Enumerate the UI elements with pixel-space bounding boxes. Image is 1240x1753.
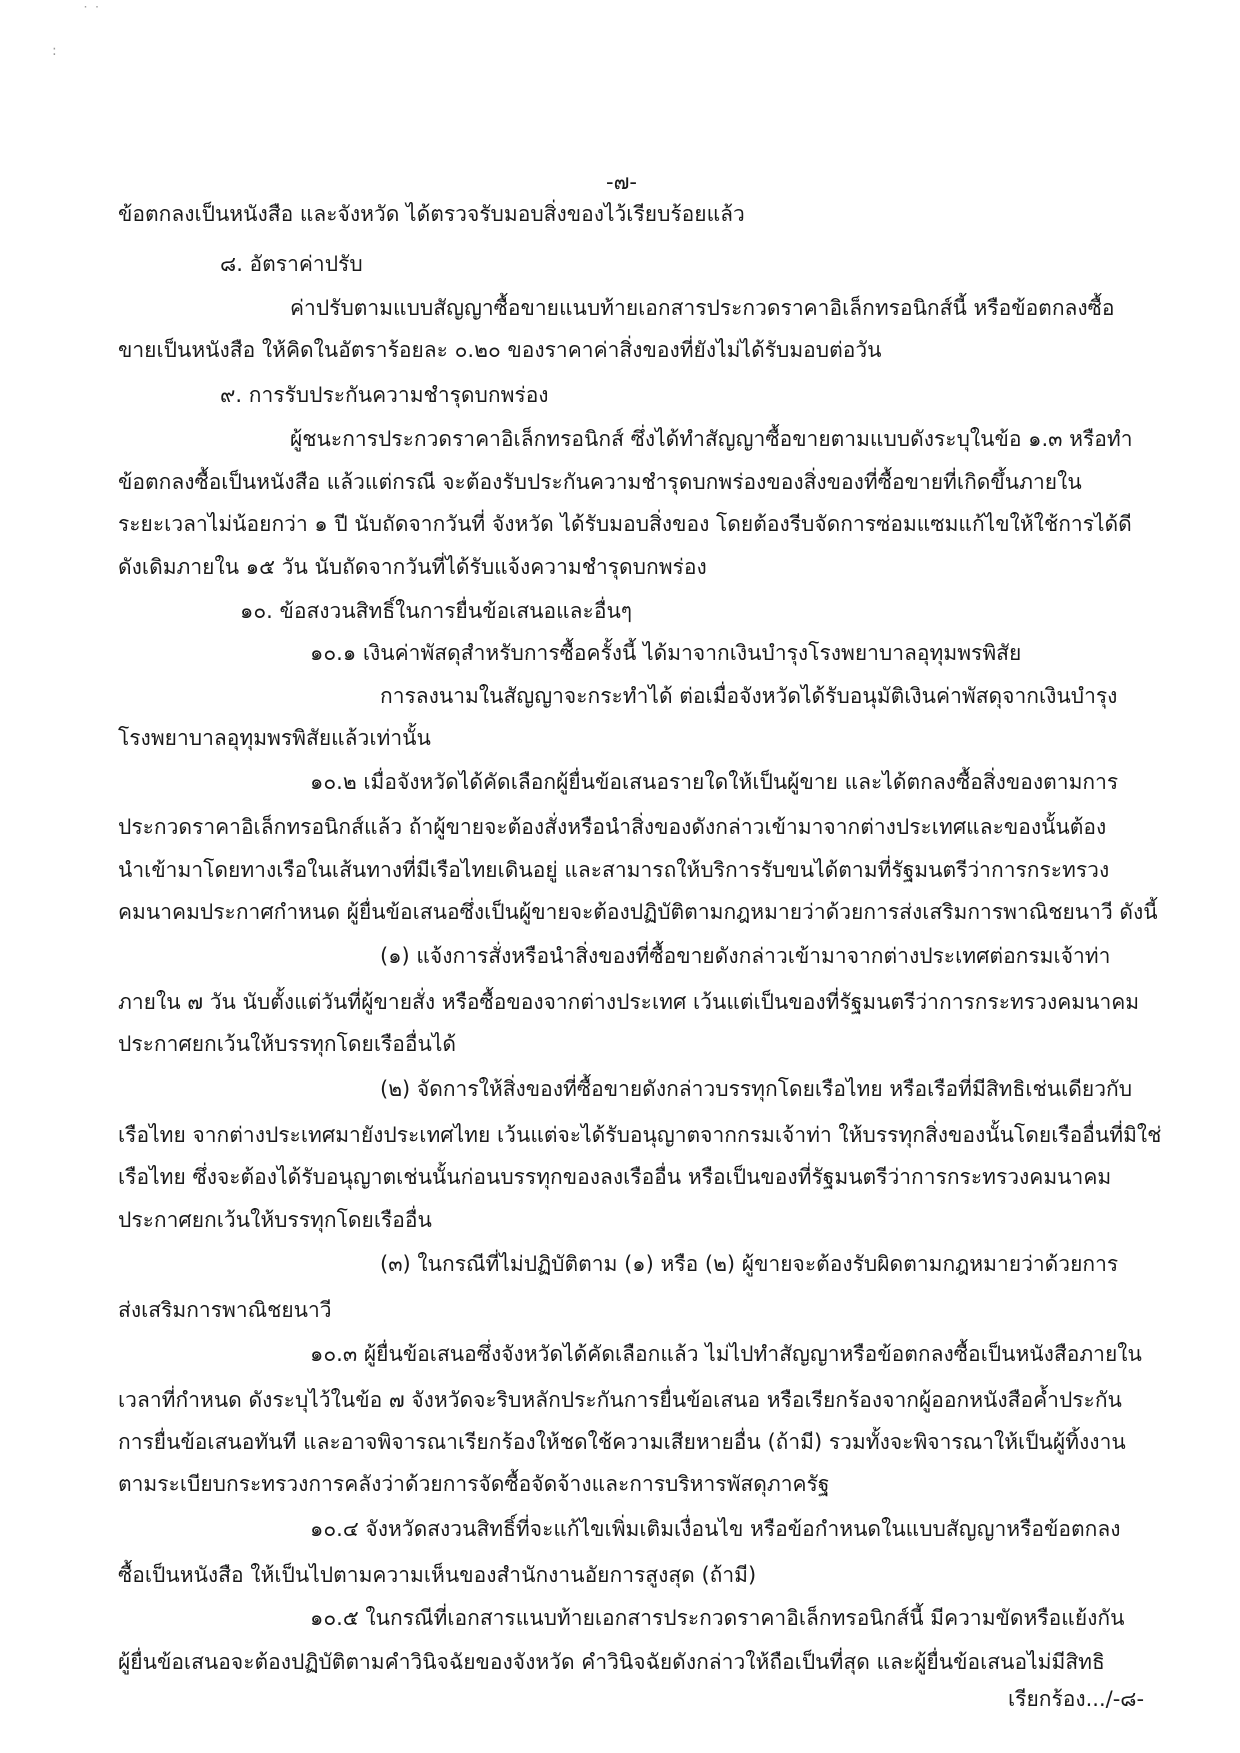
paragraph-line: การลงนามในสัญญาจะกระทำได้ ต่อเมื่อจังหวัดได้รับอนุมัติเงินค่าพัสดุจากเงินบำรุง — [380, 684, 1118, 708]
paragraph-line: ผู้ยื่นข้อเสนอจะต้องปฏิบัติตามคำวินิจฉัยของจังหวัด คำวินิจฉัยดังกล่าวให้ถือเป็นที่สุด และผู้ยื่นข้อเสนอไม่มีสิทธิ — [118, 1650, 1105, 1674]
paragraph-line: ผู้ชนะการประกวดราคาอิเล็กทรอนิกส์ ซึ่งได้ทำสัญญาซื้อขายตามแบบดังระบุในข้อ ๑.๓ หรือทำ — [290, 427, 1133, 451]
section-heading: ๙. การรับประกันความชำรุดบกพร่อง — [220, 383, 549, 407]
paragraph-line: ตามระเบียบกระทรวงการคลังว่าด้วยการจัดซื้อจัดจ้างและการบริหารพัสดุภาครัฐ — [118, 1472, 830, 1496]
page-number: -๗- — [606, 170, 637, 194]
paragraph-line: (๓) ในกรณีที่ไม่ปฏิบัติตาม (๑) หรือ (๒) ผู้ขายจะต้องรับผิดตามกฎหมายว่าด้วยการ — [380, 1252, 1119, 1276]
scan-speck: ˙ ˙ — [82, 5, 101, 21]
scan-speck: : — [52, 43, 57, 59]
paragraph-line: ข้อตกลงเป็นหนังสือ และจังหวัด ได้ตรวจรับมอบสิ่งของไว้เรียบร้อยแล้ว — [118, 202, 745, 226]
section-heading: ๑๐. ข้อสงวนสิทธิ์ในการยื่นข้อเสนอและอื่นๆ — [240, 599, 633, 623]
paragraph-line: เรือไทย ซึ่งจะต้องได้รับอนุญาตเช่นนั้นก่อนบรรทุกของลงเรืออื่น หรือเป็นของที่รัฐมนตรีว่าการกระทรวงคมนาคม — [118, 1165, 1112, 1189]
paragraph-line: ข้อตกลงซื้อเป็นหนังสือ แล้วแต่กรณี จะต้องรับประกันความชำรุดบกพร่องของสิ่งของที่ซื้อขายที่เกิดขึ้นภายใน — [118, 470, 1082, 494]
continuation-marker: เรียกร้อง.../-๘- — [1008, 1687, 1145, 1711]
paragraph-line: คมนาคมประกาศกำหนด ผู้ยื่นข้อเสนอซึ่งเป็นผู้ขายจะต้องปฏิบัติตามกฎหมายว่าด้วยการส่งเสริมการพาณิชยนาวี ดังนี้ — [118, 900, 1158, 924]
paragraph-line: ๑๐.๓ ผู้ยื่นข้อเสนอซึ่งจังหวัดได้คัดเลือกแล้ว ไม่ไปทำสัญญาหรือข้อตกลงซื้อเป็นหนังสือภายใน — [310, 1342, 1142, 1366]
paragraph-line: นำเข้ามาโดยทางเรือในเส้นทางที่มีเรือไทยเดินอยู่ และสามารถให้บริการรับขนได้ตามที่รัฐมนตรีว่าการกระทรวง — [118, 858, 1110, 882]
paragraph-line: ประกวดราคาอิเล็กทรอนิกส์แล้ว ถ้าผู้ขายจะต้องสั่งหรือนำสิ่งของดังกล่าวเข้ามาจากต่างประเทศและของนั้นต้อง — [118, 815, 1107, 839]
paragraph-line: ประกาศยกเว้นให้บรรทุกโดยเรืออื่น — [118, 1208, 432, 1232]
paragraph-line: ส่งเสริมการพาณิชยนาวี — [118, 1298, 332, 1322]
paragraph-line: ดังเดิมภายใน ๑๕ วัน นับถัดจากวันที่ได้รับแจ้งความชำรุดบกพร่อง — [118, 555, 707, 579]
paragraph-line: (๑) แจ้งการสั่งหรือนำสิ่งของที่ซื้อขายดังกล่าวเข้ามาจากต่างประเทศต่อกรมเจ้าท่า — [380, 944, 1111, 968]
paragraph-line: ระยะเวลาไม่น้อยกว่า ๑ ปี นับถัดจากวันที่ จังหวัด ได้รับมอบสิ่งของ โดยต้องรีบจัดการซ่อมแซมแก้ไขให้ใช้การได้ดี — [118, 512, 1132, 536]
paragraph-line: ๑๐.๔ จังหวัดสงวนสิทธิ์ที่จะแก้ไขเพิ่มเติมเงื่อนไข หรือข้อกำหนดในแบบสัญญาหรือข้อตกลง — [310, 1517, 1121, 1541]
paragraph-line: ซื้อเป็นหนังสือ ให้เป็นไปตามความเห็นของสำนักงานอัยการสูงสุด (ถ้ามี) — [118, 1563, 757, 1587]
paragraph-line: ๑๐.๒ เมื่อจังหวัดได้คัดเลือกผู้ยื่นข้อเสนอรายใดให้เป็นผู้ขาย และได้ตกลงซื้อสิ่งของตามการ — [310, 770, 1119, 794]
section-heading: ๘. อัตราค่าปรับ — [220, 252, 363, 276]
paragraph-line: (๒) จัดการให้สิ่งของที่ซื้อขายดังกล่าวบรรทุกโดยเรือไทย หรือเรือที่มีสิทธิเช่นเดียวกับ — [380, 1077, 1133, 1101]
paragraph-line: เรือไทย จากต่างประเทศมายังประเทศไทย เว้นแต่จะได้รับอนุญาตจากกรมเจ้าท่า ให้บรรทุกสิ่งของนั้นโดยเรืออื่นที่มิใช่ — [118, 1123, 1162, 1147]
paragraph-line: ขายเป็นหนังสือ ให้คิดในอัตราร้อยละ ๐.๒๐ ของราคาค่าสิ่งของที่ยังไม่ได้รับมอบต่อวัน — [118, 338, 882, 362]
paragraph-line: ประกาศยกเว้นให้บรรทุกโดยเรืออื่นได้ — [118, 1032, 457, 1056]
paragraph-line: ค่าปรับตามแบบสัญญาซื้อขายแนบท้ายเอกสารประกวดราคาอิเล็กทรอนิกส์นี้ หรือข้อตกลงซื้อ — [290, 296, 1115, 320]
paragraph-line: โรงพยาบาลอุทุมพรพิสัยแล้วเท่านั้น — [118, 726, 431, 750]
paragraph-line: ๑๐.๕ ในกรณีที่เอกสารแนบท้ายเอกสารประกวดราคาอิเล็กทรอนิกส์นี้ มีความขัดหรือแย้งกัน — [310, 1606, 1125, 1630]
paragraph-line: เวลาที่กำหนด ดังระบุไว้ในข้อ ๗ จังหวัดจะริบหลักประกันการยื่นข้อเสนอ หรือเรียกร้องจากผู้ออกหนังสือค้ำประกัน — [118, 1388, 1122, 1412]
paragraph-line: การยื่นข้อเสนอทันที และอาจพิจารณาเรียกร้องให้ชดใช้ความเสียหายอื่น (ถ้ามี) รวมทั้งจะพิจารณาให้เป็นผู้ทิ้งงาน — [118, 1430, 1126, 1454]
paragraph-line: ๑๐.๑ เงินค่าพัสดุสำหรับการซื้อครั้งนี้ ได้มาจากเงินบำรุงโรงพยาบาลอุทุมพรพิสัย — [310, 641, 1022, 665]
paragraph-line: ภายใน ๗ วัน นับตั้งแต่วันที่ผู้ขายสั่ง หรือซื้อของจากต่างประเทศ เว้นแต่เป็นของที่รัฐมนตรีว่าการกระทรวงคมนาคม — [118, 990, 1140, 1014]
